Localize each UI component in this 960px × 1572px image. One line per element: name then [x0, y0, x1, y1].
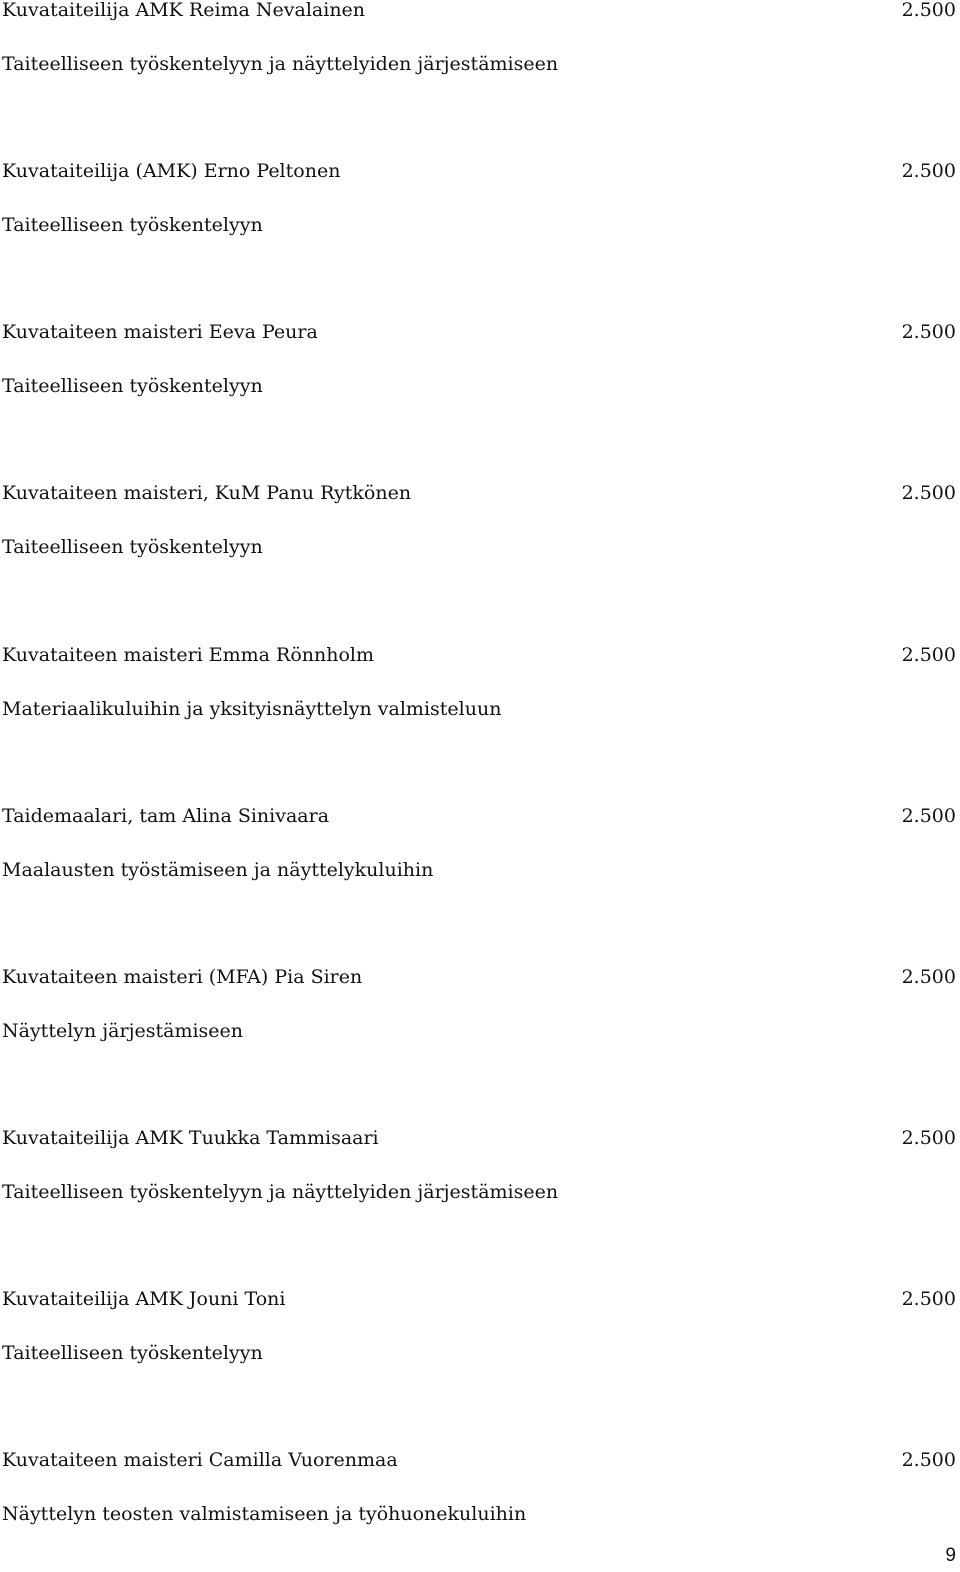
grant-entry — [0, 0, 960, 109]
grant-entry — [0, 321, 960, 431]
recipient-name: Kuvataiteen maisteri Camilla Vuorenmaa — [2, 1449, 398, 1471]
recipient-name: Kuvataiteen maisteri Eeva Peura — [2, 321, 318, 343]
grant-amount: 2.500 — [901, 482, 956, 504]
grant-purpose: Näyttelyn järjestämiseen — [2, 1020, 244, 1042]
grant-entry — [0, 966, 960, 1076]
grant-purpose: Taiteelliseen työskentelyyn — [2, 536, 263, 558]
grant-entry — [0, 805, 960, 915]
recipient-name: Kuvataiteilija AMK Tuukka Tammisaari — [2, 1127, 379, 1149]
grant-entry — [0, 644, 960, 754]
grant-amount: 2.500 — [901, 644, 956, 666]
grant-purpose: Taiteelliseen työskentelyyn ja näyttelyiden järjestämiseen — [2, 53, 559, 75]
grant-purpose: Taiteelliseen työskentelyyn ja näyttelyiden järjestämiseen — [2, 1181, 559, 1203]
grant-purpose: Materiaalikuluihin ja yksityisnäyttelyn valmisteluun — [2, 698, 502, 720]
grant-purpose: Taiteelliseen työskentelyyn — [2, 375, 263, 397]
grant-entry — [0, 1288, 960, 1398]
recipient-name: Kuvataiteilija AMK Jouni Toni — [2, 1288, 286, 1310]
grant-entry — [0, 160, 960, 270]
grant-purpose: Näyttelyn teosten valmistamiseen ja työhuonekuluihin — [2, 1503, 527, 1525]
grant-purpose: Maalausten työstämiseen ja näyttelykuluihin — [2, 859, 434, 881]
recipient-name: Kuvataiteen maisteri (MFA) Pia Siren — [2, 966, 363, 988]
grant-purpose: Taiteelliseen työskentelyyn — [2, 214, 263, 236]
recipient-name: Kuvataiteilija AMK Reima Nevalainen — [2, 0, 366, 21]
grant-purpose: Taiteelliseen työskentelyyn — [2, 1342, 263, 1364]
grant-entry — [0, 1449, 960, 1559]
grant-amount: 2.500 — [901, 0, 956, 21]
grant-amount: 2.500 — [901, 805, 956, 827]
grant-amount: 2.500 — [901, 1449, 956, 1471]
grant-amount: 2.500 — [901, 321, 956, 343]
recipient-name: Kuvataiteilija (AMK) Erno Peltonen — [2, 160, 341, 182]
grant-entry — [0, 482, 960, 592]
grant-entry — [0, 1127, 960, 1237]
recipient-name: Kuvataiteen maisteri, KuM Panu Rytkönen — [2, 482, 412, 504]
grant-amount: 2.500 — [901, 1288, 956, 1310]
page-number: 9 — [945, 1545, 956, 1566]
grant-amount: 2.500 — [901, 1127, 956, 1149]
recipient-name: Kuvataiteen maisteri Emma Rönnholm — [2, 644, 375, 666]
grant-amount: 2.500 — [901, 966, 956, 988]
recipient-name: Taidemaalari, tam Alina Sinivaara — [2, 805, 330, 827]
grant-amount: 2.500 — [901, 160, 956, 182]
